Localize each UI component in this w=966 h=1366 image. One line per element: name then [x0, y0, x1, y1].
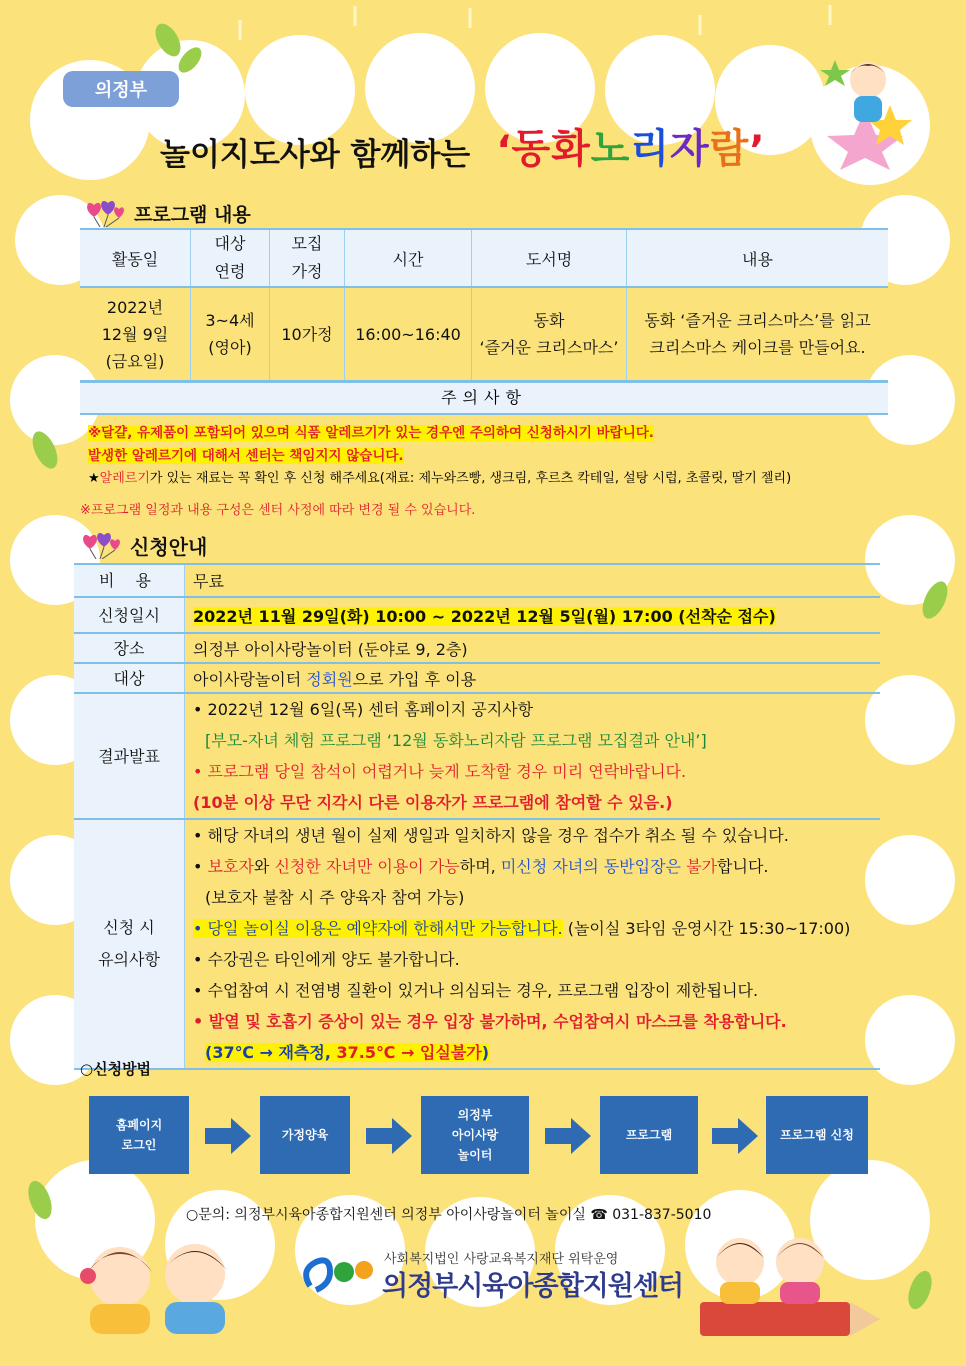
step-text: 의정부: [457, 1108, 493, 1122]
title-char: 자: [670, 126, 710, 172]
kid-with-star-illustration: [810, 50, 920, 170]
cell-book: [472, 287, 627, 381]
fee-value: 무료: [185, 564, 881, 597]
result-line: • 프로그램 당일 참석이 어렵거나 늦게 도착할 경우 미리 연락바랍니다.: [193, 762, 687, 781]
header-time: [345, 229, 472, 287]
cell-content: [627, 287, 889, 381]
note-line: [193, 913, 880, 944]
program-heading: [86, 200, 251, 227]
period-label: 신청일시: [74, 597, 185, 633]
step-text: 로그인: [121, 1138, 157, 1152]
result-line: • 2022년 12월 6일(목) 센터 홈페이지 공지사항: [193, 700, 534, 719]
balloon-hearts-icon: [82, 533, 122, 559]
step-text: 가정양육: [281, 1128, 329, 1142]
contact-info: ○문의: 의정부시육아종합지원센터 의정부 아이사랑놀이터 놀이실 ☎ 031-837-5010: [186, 1207, 712, 1223]
note-line: • 발열 및 호흡기 증상이 있는 경우 입장 불가하며, 수업참여시 마스크를 착용합니다.: [193, 1012, 787, 1031]
note-bullet: •: [193, 857, 208, 876]
method-label: ○신청방법: [80, 1060, 152, 1078]
program-header-row: [80, 229, 888, 287]
header-text: 시간: [392, 249, 424, 269]
apply-table: [74, 563, 880, 1070]
notes-value: [185, 819, 881, 1069]
caution-text: 가 있는 재료는 꼭 확인 후 신청 해주세요(재료: 제누와즈빵, 생크림, 후르츠 칵테일, 설탕 시럽, 초콜릿, 딸기 젤리): [149, 471, 792, 486]
balloon-hearts-icon: [86, 201, 126, 227]
caution-allergy-word: 알레르기: [99, 471, 150, 486]
cell-age: [191, 287, 270, 381]
step-program-apply: [766, 1096, 868, 1174]
cell-date: [80, 287, 191, 381]
date-year: 2022년: [106, 297, 164, 317]
step-homepage-login: [89, 1096, 189, 1174]
note-line: • 수업참여 시 전염병 질환이 있거나 의심되는 경우, 프로그램 입장이 제한됩니다.: [193, 981, 759, 1000]
step-playground: [421, 1096, 529, 1174]
header-content: [627, 229, 889, 287]
date-weekday: (금요일): [105, 351, 165, 371]
note-text: 합니다.: [717, 857, 769, 876]
page-title: [160, 118, 820, 174]
caution-line-1: [88, 421, 654, 441]
kids-illustration-left: [60, 1232, 250, 1342]
note-text: 하며,: [459, 857, 501, 876]
header-families: 모집 가정: [270, 229, 345, 287]
step-text: 놀이터: [457, 1148, 493, 1162]
note-temp-text: (37℃ → 재측정,: [205, 1043, 337, 1062]
notes-label-line: 유의사항: [98, 950, 160, 969]
note-temp-text: ): [481, 1043, 490, 1062]
caution-text: ※달걀, 유제품이 포함되어 있으며 식품 알레르기가 있는 경우엔 주의하여 신청하시기 바랍니다.: [88, 425, 654, 441]
content-line: 크리스마스 케이크를 만들어요.: [649, 338, 866, 357]
note-red-text: 신청한 자녀만 이용이 가능: [274, 857, 460, 876]
cell-time: 16:00~16:40: [345, 287, 472, 381]
apply-row-target: [74, 663, 880, 693]
note-line: (보호자 불참 시 주 양육자 참여 가능): [205, 888, 465, 907]
apply-row-fee: [74, 564, 880, 597]
period-value: [185, 597, 881, 633]
target-value: [185, 663, 881, 693]
book-type: 동화: [533, 311, 565, 330]
note-red-text: 불가: [686, 857, 718, 876]
book-title: ‘즐거운 크리스마스’: [479, 338, 619, 357]
place-label: 장소: [74, 633, 185, 663]
kids-on-pencil-illustration: [680, 1232, 880, 1342]
step-text: 프로그램 신청: [780, 1128, 854, 1142]
apply-row-notes: [74, 819, 880, 1069]
notes-label: [74, 819, 185, 1069]
age-range: 3~4세: [205, 311, 255, 330]
cell-families: 10가정: [270, 287, 345, 381]
place-value: 의정부 아이사랑놀이터 (둔야로 9, 2층): [185, 633, 881, 663]
caution-heading: 주의사항: [80, 381, 888, 415]
note-line: [193, 851, 880, 882]
org-operator: 사회복지법인 사랑교육복지재단 위탁운영: [384, 1252, 619, 1267]
apply-heading-text: 신청안내: [130, 535, 208, 559]
step-text: 아이사랑: [451, 1128, 499, 1142]
step-text: 프로그램: [625, 1128, 673, 1142]
apply-row-result: [74, 693, 880, 819]
header-text: 활동일: [111, 249, 159, 269]
fee-label: 비 용: [74, 564, 185, 597]
result-label: 결과발표: [74, 693, 185, 819]
note-red-text: 보호자: [207, 857, 254, 876]
target-label: 대상: [74, 663, 185, 693]
notes-label-line: 신청 시: [103, 918, 155, 937]
title-close-quote: ’: [749, 128, 765, 174]
step-text: 홈페이지: [115, 1118, 163, 1132]
note-temp-text: 37.5℃ → 입실불가: [336, 1043, 482, 1062]
header-text: 도서명: [525, 249, 573, 269]
title-char: 동: [511, 126, 552, 172]
star-mark: ★: [88, 471, 100, 486]
result-value: [185, 693, 881, 819]
right-arrow-icon: [205, 1118, 251, 1154]
note-blue-text: 미신청 자녀의 동반입장은: [500, 857, 687, 876]
result-line: (10분 이상 무단 지각시 다른 이용자가 프로그램에 참여할 수 있음.): [193, 793, 673, 812]
title-prefix: 놀이지도사와 함께하는: [160, 137, 471, 173]
program-table: [80, 228, 888, 382]
note-highlight-text: • 당일 놀이실 이용은 예약자에 한해서만 가능합니다.: [193, 919, 563, 938]
schedule-change-note: ※프로그램 일정과 내용 구성은 센터 사정에 따라 변경 될 수 있습니다.: [80, 503, 476, 518]
title-char: 노: [590, 126, 631, 172]
note-line: • 해당 자녀의 생년 월이 실제 생일과 일치하지 않을 경우 접수가 취소 될 수 있습니다.: [193, 826, 789, 845]
result-line: [부모-자녀 체험 프로그램 ‘12월 동화노리자람 프로그램 모집결과 안내’]: [205, 731, 707, 750]
apply-row-period: [74, 597, 880, 633]
apply-row-place: [74, 633, 880, 663]
step-program: [600, 1096, 698, 1174]
note-line: • 수강권은 타인에게 양도 불가합니다.: [193, 950, 460, 969]
header-age: 대상 연령: [191, 229, 270, 287]
right-arrow-icon: [545, 1118, 591, 1154]
target-text: 으로 가입 후 이용: [352, 669, 477, 689]
center-logo-icon: [300, 1250, 380, 1298]
caution-line-2: [88, 444, 404, 464]
header-text: 내용: [742, 249, 773, 269]
title-char: 리: [630, 126, 671, 172]
age-group: (영아): [208, 338, 252, 357]
content-line: 동화 ‘즐거운 크리스마스’를 읽고: [644, 311, 871, 330]
title-open-quote: ‘: [496, 128, 512, 174]
note-text: 와: [253, 857, 275, 876]
title-char: 람: [709, 126, 750, 172]
program-data-row: [80, 287, 888, 381]
target-member-word: 정회원: [306, 669, 353, 689]
step-home-parenting: [260, 1096, 350, 1174]
header-book: [472, 229, 627, 287]
note-text: (놀이실 3타임 운영시간 15:30~17:00): [562, 919, 851, 938]
region-badge: 의정부: [63, 71, 179, 107]
date-day: 12월 9일: [101, 324, 169, 344]
title-char: 화: [551, 126, 591, 172]
note-line: [193, 1037, 880, 1068]
apply-heading: [82, 531, 207, 560]
org-name: 의정부시육아종합지원센터: [382, 1271, 683, 1302]
caution-text: 발생한 알레르기에 대해서 센터는 책임지지 않습니다.: [88, 448, 404, 464]
right-arrow-icon: [366, 1118, 412, 1154]
right-arrow-icon: [712, 1118, 758, 1154]
header-date: [80, 229, 191, 287]
caution-line-3: [88, 467, 791, 486]
target-text: 아이사랑놀이터: [193, 669, 307, 689]
program-heading-text: 프로그램 내용: [134, 204, 251, 226]
period-text: 2022년 11월 29일(화) 10:00 ~ 2022년 12월 5일(월) 17:00 (선착순 접수): [193, 606, 776, 626]
